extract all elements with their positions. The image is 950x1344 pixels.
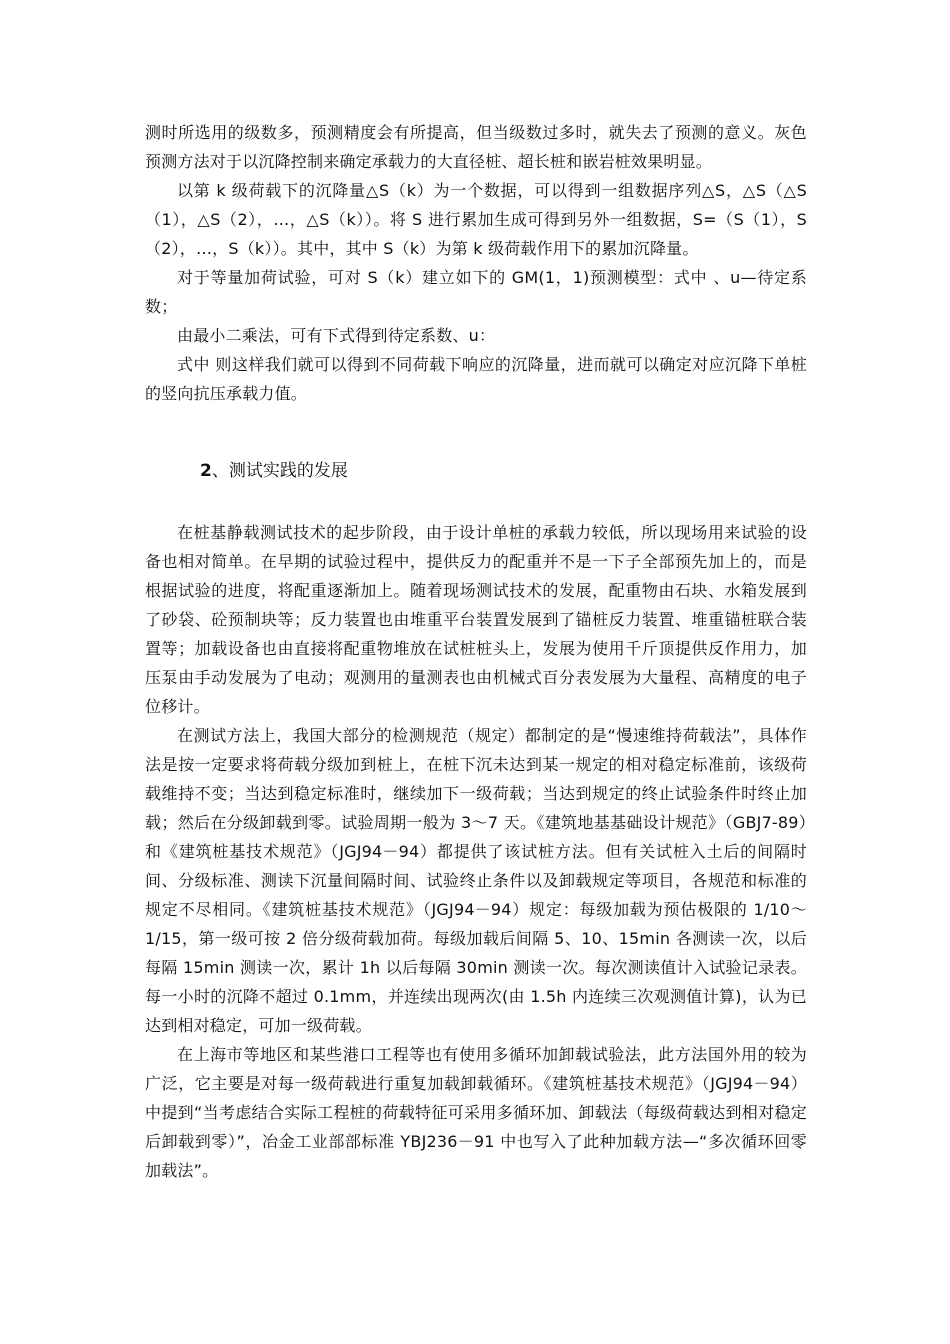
body-text-top <box>145 118 807 408</box>
body-text-bottom <box>145 518 807 1185</box>
section-heading <box>200 456 348 486</box>
paragraph-grey-prediction-intro: 测时所选用的级数多，预测精度会有所提高，但当级数过多时，就失去了预测的意义。灰色预测方法对于以沉降控制来确定承载力的大直径桩、超长桩和嵌岩桩效果明显。 <box>145 123 807 171</box>
section-title: 、测试实践的发展 <box>211 461 348 481</box>
paragraph-bearing-capacity: 式中 则这样我们就可以得到不同荷载下响应的沉降量，进而就可以确定对应沉降下单桩的竖向抗压承载力值。 <box>145 355 807 403</box>
paragraph-gm-model: 对于等量加荷试验，可对 S（k）建立如下的 GM(1，1)预测模型：式中 、u—待定系数； <box>145 268 807 316</box>
paragraph-least-squares: 由最小二乘法，可有下式得到待定系数、u： <box>177 326 496 345</box>
paragraph-settlement-sequence: 以第 k 级荷载下的沉降量△S（k）为一个数据，可以得到一组数据序列△S，△S（△S（1），△S（2），…，△S（k））。将 S 进行累加生成可得到另外一组数据，S=（S（1），S（2），…，S（k））。其中，其中 S（k）为第 k 级荷载作用下的累加沉降量。 <box>145 181 807 258</box>
paragraph-slow-maintained-load-method: 在测试方法上，我国大部分的检测规范（规定）都制定的是“慢速维持荷载法”，具体作法是按一定要求将荷载分级加到桩上，在桩下沉未达到某一规定的相对稳定标准前，该级荷载维持不变；当达到稳定标准时，继续加下一级荷载；当达到规定的终止试验条件时终止加载；然后在分级卸载到零。试验周期一般为 3～7 天。《建筑地基基础设计规范》（GBJ7-89）和《建筑桩基技术规范》（JGJ94－94）都提供了该试桩方法。但有关试桩入土后的间隔时间、分级标准、测读下沉量间隔时间、试验终止条件以及卸载规定等项目，各规范和标准的规定不尽相同。《建筑桩基技术规范》（JGJ94－94）规定：每级加载为预估极限的 1/10～1/15，第一级可按 2 倍分级荷载加荷。每级加载后间隔 5、10、15min 各测读一次，以后每隔 15min 测读一次，累计 1h 以后每隔 30min 测读一次。每次测读值计入试验记录表。每一小时的沉降不超过 0.1mm，并连续出现两次(由 1.5h 内连续三次观测值计算)，认为已达到相对稳定，可加一级荷载。 <box>145 726 807 1035</box>
paragraph-cyclic-loading-method: 在上海市等地区和某些港口工程等也有使用多循环加卸载试验法，此方法国外用的较为广泛，它主要是对每一级荷载进行重复加载卸载循环。《建筑桩基技术规范》（JGJ94－94）中提到“当考虑结合实际工程桩的荷载特征可采用多循环加、卸载法（每级荷载达到相对稳定后卸载到零）”，冶金工业部部标准 YBJ236－91 中也写入了此种加载方法—“多次循环回零加载法”。 <box>145 1045 807 1180</box>
section-number: 2 <box>200 461 212 481</box>
paragraph-test-equipment-history: 在桩基静载测试技术的起步阶段，由于设计单桩的承载力较低，所以现场用来试验的设备也相对简单。在早期的试验过程中，提供反力的配重并不是一下子全部预先加上的，而是根据试验的进度，将配重逐渐加上。随着现场测试技术的发展，配重物由石块、水箱发展到了砂袋、砼预制块等；反力装置也由堆重平台装置发展到了锚桩反力装置、堆重锚桩联合装置等；加载设备也由直接将配重物堆放在试桩桩头上，发展为使用千斤顶提供反作用力，加压泵由手动发展为了电动；观测用的量测表也由机械式百分表发展为大量程、高精度的电子位移计。 <box>145 523 807 716</box>
